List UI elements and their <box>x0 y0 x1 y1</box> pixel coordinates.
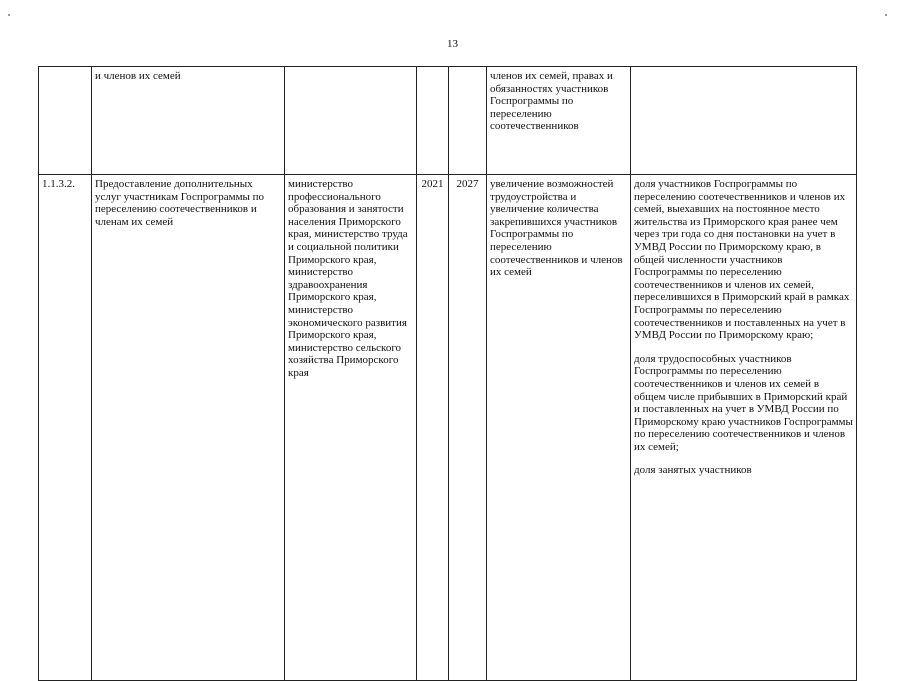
table-row <box>39 67 857 175</box>
measure-name-cell: и членов их семей <box>92 67 285 175</box>
year-start-cell <box>417 67 449 175</box>
indicator-paragraph: доля занятых участников <box>634 464 752 477</box>
indicators-cell <box>631 67 857 175</box>
measures-table <box>38 66 857 681</box>
measure-name-cell: Предоставление дополнительных услуг участникам Госпрограммы по переселению соотечественников и членам их семей <box>92 175 285 681</box>
measure-number-cell <box>39 67 92 175</box>
expected-result-cell: членов их семей, правах и обязанностях участников Госпрограммы по переселению соотечественников <box>487 67 631 175</box>
page-number: 13 <box>447 38 458 50</box>
year-start-cell: 2021 <box>417 175 449 681</box>
year-end-cell <box>449 67 487 175</box>
executors-cell: министерство профессионального образования и занятости населения Приморского края, министерство труда и социальной политики Приморского края, министерство здравоохранения Приморского края, министерство экономического развития Приморского края, министерство сельского хозяйства Приморского края <box>285 175 417 681</box>
table-row <box>39 175 857 681</box>
expected-result-cell: увеличение возможностей трудоустройства и увеличение количества закрепившихся участников Госпрограммы по переселению соотечественников и членов их семей <box>487 175 631 681</box>
indicators-cell <box>631 175 857 681</box>
executors-cell <box>285 67 417 175</box>
indicator-paragraph: доля трудоспособных участников Госпрограммы по переселению соотечественников и членов их семей в общем числе прибывших в Приморский край и поставленных на учет в УМВД России по Приморскому краю участников Госпрограммы по переселению соотечественников и членов их семей; <box>634 352 853 453</box>
year-end-cell: 2027 <box>449 175 487 681</box>
scan-artifact-mark <box>885 14 887 16</box>
indicator-paragraph: доля участников Госпрограммы по переселению соотечественников и членов их семей, выехавших на постоянное место жительства из Приморского края ранее чем через три года со дня постановки на учет в УМВД России по Приморскому краю, в общей численности участников Госпрограммы по переселению соотечественников и членов их семей, переселившихся в Приморский край в рамках Госпрограммы по переселению соотечественников и поставленных на учет в УМВД России по Приморскому краю; <box>634 178 850 342</box>
measure-number-cell: 1.1.3.2. <box>39 175 92 681</box>
scan-artifact-mark <box>8 14 10 16</box>
